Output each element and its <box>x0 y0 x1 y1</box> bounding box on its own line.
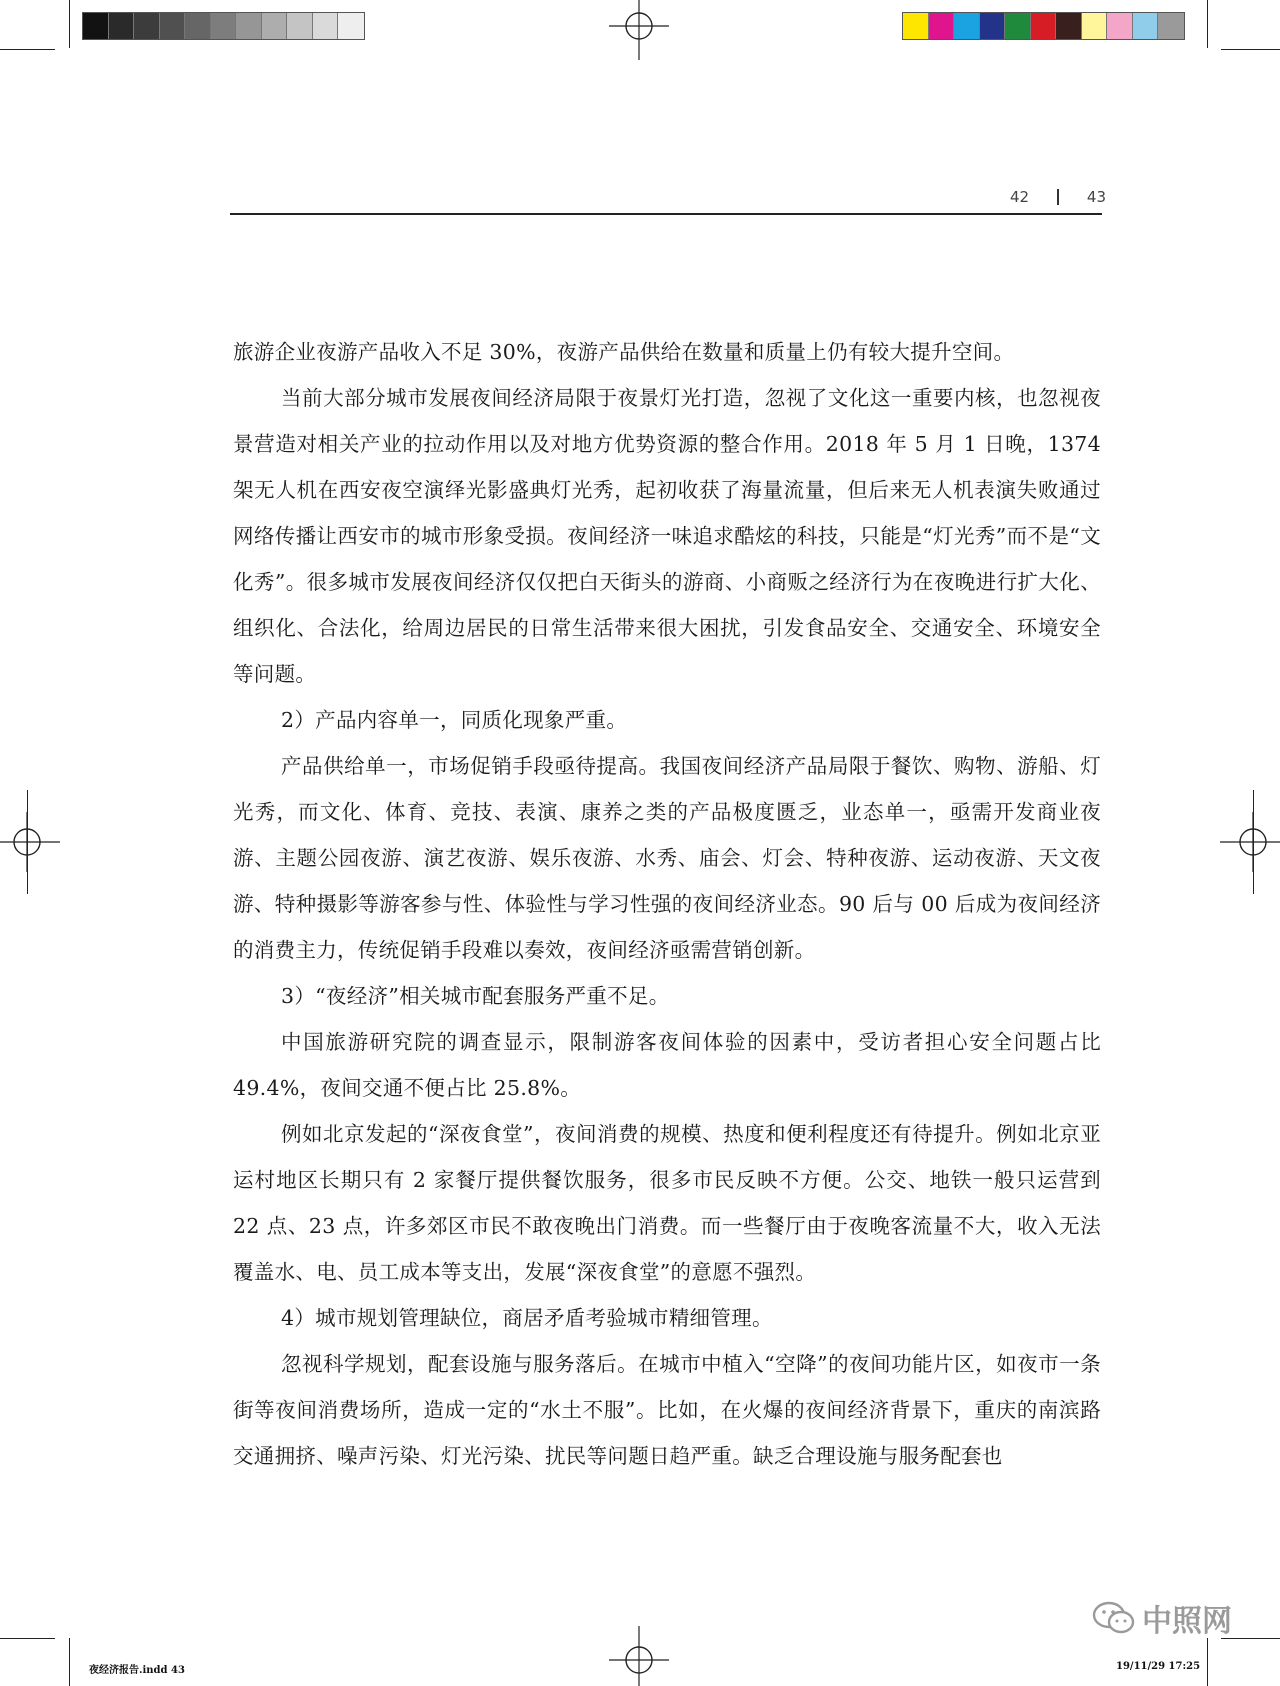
paragraph: 产品供给单一，市场促销手段亟待提高。我国夜间经济产品局限于餐饮、购物、游船、灯光秀，而文化、体育、竞技、表演、康养之类的产品极度匮乏，业态单一，亟需开发商业夜游、主题公园夜游、演艺夜游、娱乐夜游、水秀、庙会、灯会、特种夜游、运动夜游、天文夜游、特种摄影等游客参与性、体验性与学习性强的夜间经济业态。90 后与 00 后成为夜间经济的消费主力，传统促销手段难以奏效，夜间经济亟需营销创新。 <box>233 754 1101 962</box>
color-swatch <box>185 13 211 39</box>
color-swatch <box>1056 13 1082 39</box>
paragraph: 忽视科学规划，配套设施与服务落后。在城市中植入“空降”的夜间功能片区，如夜市一条街等夜间消费场所，造成一定的“水土不服”。比如，在火爆的夜间经济背景下，重庆的南滨路交通拥挤、噪声污染、灯光污染、扰民等问题日趋严重。缺乏合理设施与服务配套也 <box>233 1352 1101 1468</box>
color-swatch <box>954 13 980 39</box>
section-heading: 2）产品内容单一，同质化现象严重。 <box>281 708 628 732</box>
crop-mark <box>1207 1638 1208 1686</box>
crop-mark <box>69 1638 70 1686</box>
crop-mark <box>1253 790 1254 894</box>
color-swatch <box>1133 13 1159 39</box>
paragraph: 当前大部分城市发展夜间经济局限于夜景灯光打造，忽视了文化这一重要内核，也忽视夜景营造对相关产业的拉动作用以及对地方优势资源的整合作用。2018 年 5 月 1 日晚，1374 架无人机在西安夜空演绎光影盛典灯光秀，起初收获了海量流量，但后来无人机表演失败通过网络传播让西安市的城市形象受损。夜间经济一味追求酷炫的科技，只能是“灯光秀”而不是“文化秀”。很多城市发展夜间经济仅仅把白天街头的游商、小商贩之经济行为在夜晚进行扩大化、组织化、合法化，给周边居民的日常生活带来很大困扰，引发食品安全、交通安全、环境安全等问题。 <box>233 386 1101 686</box>
registration-mark-icon <box>1220 812 1280 872</box>
crop-mark <box>1221 49 1280 50</box>
color-swatch <box>1158 13 1184 39</box>
section-heading: 4）城市规划管理缺位，商居矛盾考验城市精细管理。 <box>281 1306 773 1330</box>
crop-mark <box>1207 0 1208 48</box>
footer-file-name: 夜经济报告.indd 43 <box>89 1665 185 1676</box>
color-swatch <box>1107 13 1133 39</box>
color-swatch <box>109 13 135 39</box>
grayscale-bar <box>82 12 365 40</box>
page-number-separator <box>1057 189 1059 205</box>
page-number-right: 43 <box>1086 188 1106 206</box>
footer-timestamp: 19/11/29 17:25 <box>1116 1661 1201 1672</box>
page-number-left: 42 <box>1010 188 1030 206</box>
crop-mark <box>69 0 70 48</box>
crop-mark <box>0 49 55 50</box>
body-text <box>233 329 1101 1479</box>
watermark-text: 中照网 <box>1142 1604 1232 1639</box>
registration-mark-icon <box>0 812 60 872</box>
color-swatch <box>1005 13 1031 39</box>
color-swatch <box>313 13 339 39</box>
color-swatch <box>287 13 313 39</box>
header-rule <box>230 213 1102 215</box>
color-swatch <box>903 13 929 39</box>
wechat-icon <box>1092 1600 1136 1636</box>
section-heading: 3）“夜经济”相关城市配套服务严重不足。 <box>281 984 670 1008</box>
color-swatch <box>929 13 955 39</box>
paragraph: 旅游企业夜游产品收入不足 30%，夜游产品供给在数量和质量上仍有较大提升空间。 <box>233 340 1015 364</box>
registration-mark-icon <box>609 1626 669 1686</box>
color-swatch <box>160 13 186 39</box>
color-swatch <box>211 13 237 39</box>
color-swatch <box>134 13 160 39</box>
paragraph: 例如北京发起的“深夜食堂”，夜间消费的规模、热度和便利程度还有待提升。例如北京亚运村地区长期只有 2 家餐厅提供餐饮服务，很多市民反映不方便。公交、地铁一般只运营到 22 点、23 点，许多郊区市民不敢夜晚出门消费。而一些餐厅由于夜晚客流量不大，收入无法覆盖水、电、员工成本等支出，发展“深夜食堂”的意愿不强烈。 <box>233 1122 1101 1284</box>
color-swatch <box>1031 13 1057 39</box>
color-swatch <box>83 13 109 39</box>
paragraph: 中国旅游研究院的调查显示，限制游客夜间体验的因素中，受访者担心安全问题占比 49.4%，夜间交通不便占比 25.8%。 <box>233 1030 1101 1100</box>
color-swatch <box>1082 13 1108 39</box>
color-bar <box>902 12 1185 40</box>
crop-mark <box>27 790 28 894</box>
watermark <box>1092 1596 1232 1640</box>
registration-mark-icon <box>609 0 669 60</box>
color-swatch <box>338 13 364 39</box>
page-numbers <box>1010 186 1106 208</box>
crop-mark <box>0 1638 55 1639</box>
color-swatch <box>236 13 262 39</box>
color-swatch <box>262 13 288 39</box>
color-swatch <box>980 13 1006 39</box>
